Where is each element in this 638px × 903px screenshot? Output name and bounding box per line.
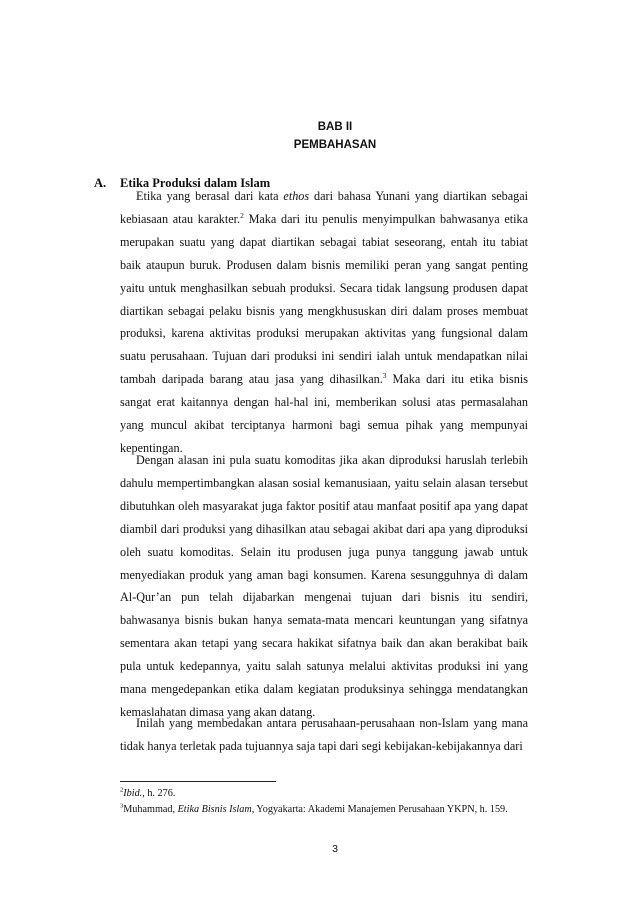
paragraph-1-text-a: Etika yang berasal dari kata (136, 189, 284, 203)
section-letter: A. (94, 176, 107, 190)
footnote-2-text: , h. 276. (142, 788, 176, 799)
page-number: 3 (332, 843, 338, 855)
footnote-2 (120, 786, 550, 802)
ethos-term: ethos (283, 189, 310, 203)
footnote-3-ref: Etika Bisnis Islam (177, 804, 252, 815)
paragraph-1-text-c: Maka dari itu penulis menyimpulkan bahwasanya etika merupakan suatu yang dapat diartikan sebagai tabiat seseorang, entah itu tabiat baik ataupun buruk. Produsen dalam bisnis memiliki peran yang sangat penting yaitu untuk menghasilkan sebuah produksi. Secara tidak langsung produsen dapat diartikan sebagai pelaku bisnis yang mengkhususkan diri dalam proses membuat produksi, karena aktivitas produksi merupakan aktivitas yang fungsional dalam suatu perusahaan. Tujuan dari produksi ini sendiri ialah untuk mendapatkan nilai tambah daripada barang atau jasa yang dihasilkan. (120, 211, 529, 387)
footnote-3-author: Muhammad, (123, 804, 178, 815)
paragraph-3 (120, 712, 528, 758)
paragraph-2 (120, 449, 528, 724)
section-title: Etika Produksi dalam Islam (120, 176, 271, 190)
paragraph-1-text-d: Maka dari itu etika bisnis sangat erat kaitannya dengan hal-hal ini, memberikan solusi atas permasalahan yang muncul akibat terciptanya harmoni bagi semua pihak yang mempunyai kepentingan. (120, 372, 528, 455)
chapter-title: PEMBAHASAN (293, 139, 377, 151)
paragraph-1 (120, 185, 528, 460)
paragraph-3-text: Inilah yang membedakan antara perusahaan-perusahaan non-Islam yang mana tidak hanya terletak pada tujuannya saja tapi dari segi kebijakan-kebijakannya dari (120, 716, 528, 753)
footnote-ref-2[interactable]: 2 (240, 210, 244, 220)
footnote-3-number: 3 (120, 802, 124, 810)
footnote-ref-3[interactable]: 3 (382, 371, 387, 381)
footnote-2-ref: Ibid. (123, 788, 143, 799)
paragraph-1-text-b: dari bahasa Yunani yang diartikan sebagai kebiasaan atau karakter. (120, 189, 528, 226)
chapter-number: BAB II (317, 121, 353, 133)
footnotes (120, 786, 550, 818)
paragraph-2-text: Dengan alasan ini pula suatu komoditas jika akan diproduksi haruslah terlebih dahulu mempertimbangkan alasan sosial kemanusiaan, yaitu selain alasan tersebut dibutuhkan oleh masyarakat juga faktor positif atau manfaat positif apa yang dapat diambil dari produksi yang dihasilkan atau sebagai akibat dari apa yang diproduksi oleh suatu komoditas. Selain itu produsen juga punya tanggung jawab untuk menyediakan produk yang aman bagi konsumen. Karena sesungguhnya di dalam Al-Qur’an pun telah dijabarkan mengenai tujuan dari bisnis itu sendiri, bahwasanya bisnis bukan hanya semata-mata mencari keuntungan yang sifatnya sementara akan tetapi yang secara hakikat sifatnya baik dan akan berakibat baik pula untuk kedepannya, yaitu salah satunya melalui aktivitas produksi ini yang mana mengedepankan etika dalam kegiatan produksinya sehingga mendatangkan kemaslahatan dimasa yang akan datang. (120, 453, 528, 719)
footnote-3 (120, 802, 550, 818)
footnote-separator (120, 781, 276, 782)
footnote-2-number: 2 (120, 786, 124, 794)
footnote-3-text: , Yogyakarta: Akademi Manajemen Perusahaan YKPN, h. 159. (251, 804, 508, 815)
